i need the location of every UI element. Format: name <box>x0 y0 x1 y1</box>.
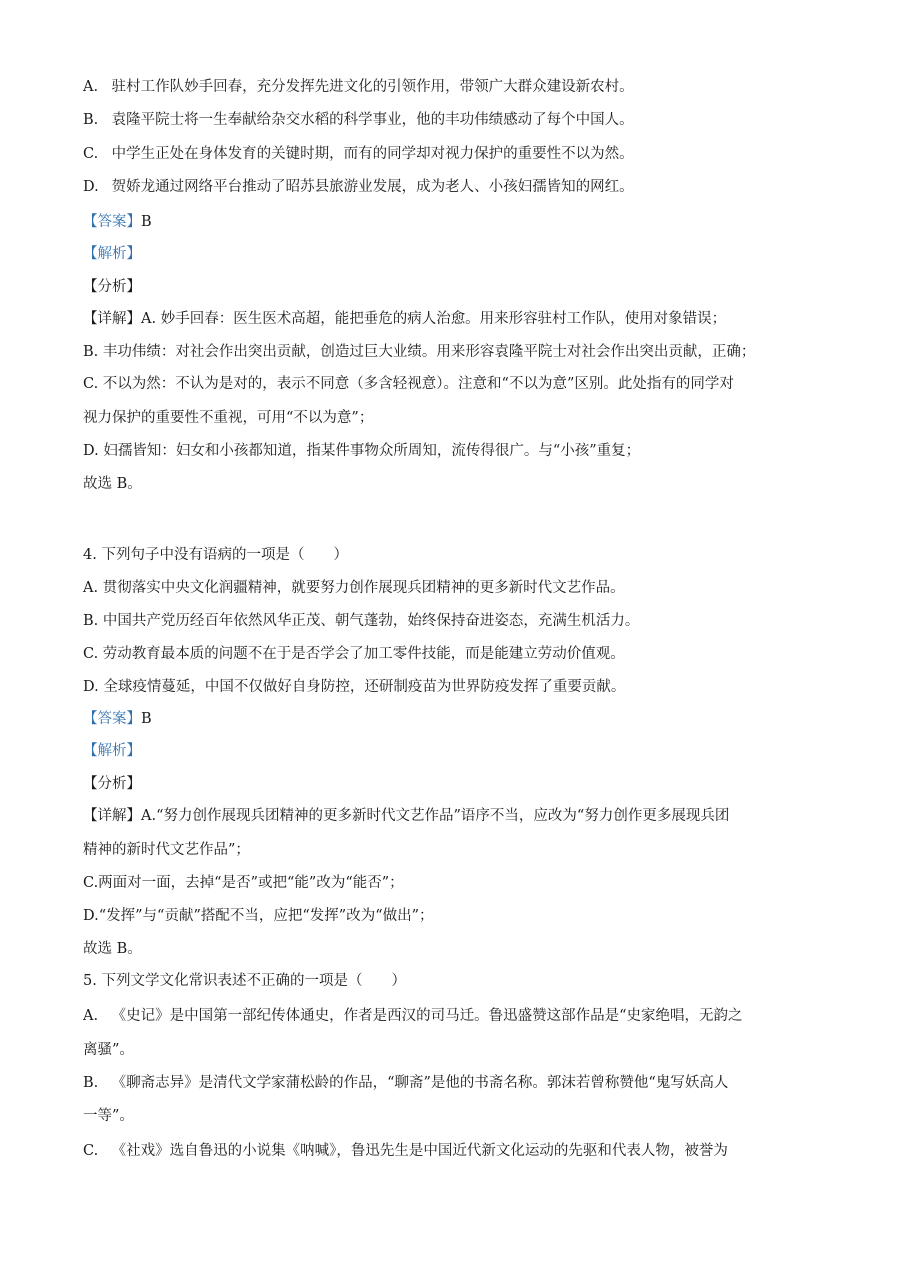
q3-detail-line: D. 妇孺皆知：妇女和小孩都知道，指某件事物众所周知，流传得很广。与“小孩”重复； <box>83 443 641 459</box>
q4-detail-line: D.“发挥”与“贡献”搭配不当，应把“发挥”改为“做出”； <box>83 908 434 924</box>
q4-fenxi-label: 【分析】 <box>83 776 141 792</box>
q3-fenxi-label: 【分析】 <box>83 279 141 295</box>
q4-option-a: A. 贯彻落实中央文化润疆精神，就要努力创作展现兵团精神的更多新时代文艺作品。 <box>83 580 625 596</box>
answer-label: 【答案】 <box>83 214 141 230</box>
q3-detail-line: C. 不以为然：不认为是对的，表示不同意（多含轻视意）。注意和“不以为意”区别。此处指有的同学对 <box>83 376 734 392</box>
q3-option-b: B. 袁隆平院士将一生奉献给杂交水稻的科学事业，他的丰功伟绩感动了每个中国人。 <box>83 112 634 128</box>
q3-detail-line: B. 丰功伟绩：对社会作出突出贡献，创造过巨大业绩。用来形容袁隆平院士对社会作出突出贡献，正确； <box>83 344 756 360</box>
q5-option-a-cont: 离骚”。 <box>83 1042 134 1058</box>
q4-answer <box>83 709 152 729</box>
q3-jiexi-label: 【解析】 <box>83 246 141 262</box>
q3-detail-line: 视力保护的重要性不重视，可用“不以为意”； <box>83 410 374 426</box>
q4-detail-line: C.两面对一面，去掉“是否”或把“能”改为“能否”； <box>83 875 404 891</box>
q4-detail-line: 精神的新时代文艺作品”； <box>83 842 250 858</box>
q3-option-a: A. 驻村工作队妙手回春，充分发挥先进文化的引领作用，带领广大群众建设新农村。 <box>83 79 634 95</box>
q4-option-d: D. 全球疫情蔓延，中国不仅做好自身防控，还研制疫苗为世界防疫发挥了重要贡献。 <box>83 679 626 695</box>
q3-option-c: C. 中学生正处在身体发育的关键时期，而有的同学却对视力保护的重要性不以为然。 <box>83 146 634 162</box>
q5-option-c: C. 《社戏》选自鲁迅的小说集《呐喊》，鲁迅先生是中国近代新文化运动的先驱和代表人物，被誉为 <box>83 1143 728 1159</box>
answer-label: 【答案】 <box>83 711 141 727</box>
answer-value: B <box>141 711 152 727</box>
q5-option-b: B. 《聊斋志异》是清代文学家蒲松龄的作品，“聊斋”是他的书斋名称。郭沫若曾称赞他“鬼写妖高人 <box>83 1075 729 1091</box>
q4-detail-line: 【详解】A.“努力创作展现兵团精神的更多新时代文艺作品”语序不当，应改为“努力创作更多展现兵团 <box>83 808 730 824</box>
answer-value: B <box>141 214 152 230</box>
q4-stem: 4. 下列句子中没有语病的一项是（ ） <box>83 547 348 563</box>
q5-stem: 5. 下列文学文化常识表述不正确的一项是（ ） <box>83 973 406 989</box>
q3-option-d: D. 贺娇龙通过网络平台推动了昭苏县旅游业发展，成为老人、小孩妇孺皆知的网红。 <box>83 179 634 195</box>
q4-conclusion: 故选 B。 <box>83 941 142 957</box>
q4-option-b: B. 中国共产党历经百年依然风华正茂、朝气蓬勃，始终保持奋进姿态，充满生机活力。 <box>83 613 640 629</box>
q3-answer <box>83 212 152 232</box>
q5-option-b-cont: 一等”。 <box>83 1108 134 1124</box>
q4-jiexi-label: 【解析】 <box>83 743 141 759</box>
q4-option-c: C. 劳动教育最本质的问题不在于是否学会了加工零件技能，而是能建立劳动价值观。 <box>83 646 625 662</box>
q3-detail-line: 【详解】A. 妙手回春：医生医术高超，能把垂危的病人治愈。用来形容驻村工作队，使用对象错误； <box>83 311 727 327</box>
q5-option-a: A. 《史记》是中国第一部纪传体通史，作者是西汉的司马迁。鲁迅盛赞这部作品是“史家绝唱，无韵之 <box>83 1008 743 1024</box>
q3-conclusion: 故选 B。 <box>83 476 142 492</box>
